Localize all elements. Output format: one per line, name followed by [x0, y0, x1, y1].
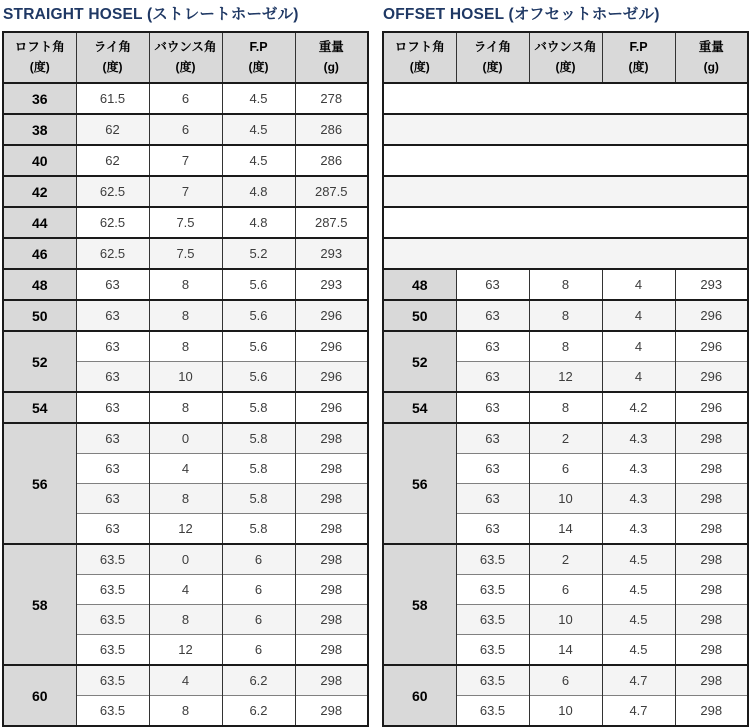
data-cell: 4 — [149, 575, 222, 605]
loft-cell: 42 — [3, 176, 76, 207]
data-cell: 12 — [529, 362, 602, 393]
loft-cell: 58 — [3, 544, 76, 665]
data-cell: 63.5 — [76, 575, 149, 605]
table-row — [3, 176, 368, 207]
straight-hosel-table — [2, 31, 369, 727]
data-cell: 4.3 — [602, 423, 675, 454]
data-cell: 8 — [149, 269, 222, 300]
loft-cell: 48 — [383, 269, 456, 300]
data-cell: 298 — [675, 665, 748, 696]
data-cell: 6 — [222, 635, 295, 666]
column-header: F.P (度) — [602, 32, 675, 83]
data-cell: 14 — [529, 514, 602, 545]
data-cell: 62.5 — [76, 207, 149, 238]
data-cell: 12 — [149, 635, 222, 666]
header-row — [3, 32, 368, 83]
table-row — [383, 544, 748, 575]
data-cell: 298 — [675, 575, 748, 605]
data-cell: 63 — [456, 392, 529, 423]
data-cell: 4 — [602, 362, 675, 393]
empty-cell — [383, 83, 748, 114]
data-cell: 14 — [529, 635, 602, 666]
table-row — [3, 114, 368, 145]
data-cell: 4 — [602, 269, 675, 300]
column-header: F.P (度) — [222, 32, 295, 83]
data-cell: 298 — [295, 696, 368, 727]
data-cell: 5.6 — [222, 300, 295, 331]
empty-row — [383, 114, 748, 145]
loft-cell: 40 — [3, 145, 76, 176]
data-cell: 5.8 — [222, 392, 295, 423]
data-cell: 63 — [456, 331, 529, 362]
data-cell: 8 — [149, 300, 222, 331]
data-cell: 7.5 — [149, 207, 222, 238]
data-cell: 63 — [456, 423, 529, 454]
loft-cell: 50 — [3, 300, 76, 331]
data-cell: 63 — [76, 300, 149, 331]
table-row — [383, 300, 748, 331]
data-cell: 6 — [149, 114, 222, 145]
data-cell: 296 — [675, 331, 748, 362]
data-cell: 6 — [529, 575, 602, 605]
data-cell: 4 — [602, 331, 675, 362]
data-cell: 4.5 — [222, 145, 295, 176]
data-cell: 293 — [675, 269, 748, 300]
data-cell: 298 — [295, 484, 368, 514]
data-cell: 298 — [675, 484, 748, 514]
data-cell: 63.5 — [456, 696, 529, 727]
data-cell: 0 — [149, 423, 222, 454]
data-cell: 63.5 — [456, 605, 529, 635]
data-cell: 8 — [149, 392, 222, 423]
data-cell: 10 — [529, 605, 602, 635]
table-row — [3, 331, 368, 362]
table-row — [383, 269, 748, 300]
data-cell: 298 — [675, 605, 748, 635]
data-cell: 296 — [675, 362, 748, 393]
empty-row — [383, 83, 748, 114]
data-cell: 5.6 — [222, 331, 295, 362]
data-cell: 293 — [295, 269, 368, 300]
data-cell: 4 — [602, 300, 675, 331]
data-cell: 296 — [295, 362, 368, 393]
data-cell: 4.8 — [222, 207, 295, 238]
table-row — [383, 665, 748, 696]
table-row — [3, 83, 368, 114]
data-cell: 62 — [76, 145, 149, 176]
table-row — [3, 665, 368, 696]
empty-cell — [383, 207, 748, 238]
data-cell: 2 — [529, 544, 602, 575]
loft-cell: 56 — [383, 423, 456, 544]
data-cell: 10 — [529, 696, 602, 727]
data-cell: 7 — [149, 145, 222, 176]
data-cell: 63.5 — [456, 544, 529, 575]
data-cell: 2 — [529, 423, 602, 454]
table-row — [3, 423, 368, 454]
data-cell: 63.5 — [456, 665, 529, 696]
data-cell: 5.2 — [222, 238, 295, 269]
data-cell: 6.2 — [222, 696, 295, 727]
empty-row — [383, 176, 748, 207]
data-cell: 8 — [149, 696, 222, 727]
data-cell: 286 — [295, 114, 368, 145]
data-cell: 63 — [456, 454, 529, 484]
data-cell: 298 — [675, 696, 748, 727]
data-cell: 296 — [675, 300, 748, 331]
data-cell: 4.2 — [602, 392, 675, 423]
loft-cell: 60 — [383, 665, 456, 726]
data-cell: 5.8 — [222, 514, 295, 545]
data-cell: 298 — [295, 544, 368, 575]
data-cell: 63.5 — [76, 665, 149, 696]
data-cell: 8 — [529, 300, 602, 331]
data-cell: 4.5 — [602, 575, 675, 605]
data-cell: 63.5 — [76, 605, 149, 635]
data-cell: 4.5 — [602, 605, 675, 635]
data-cell: 4 — [149, 454, 222, 484]
data-cell: 63 — [76, 514, 149, 545]
column-header: バウンス角 (度) — [529, 32, 602, 83]
data-cell: 278 — [295, 83, 368, 114]
data-cell: 63.5 — [76, 544, 149, 575]
loft-cell: 36 — [3, 83, 76, 114]
data-cell: 4.5 — [222, 114, 295, 145]
data-cell: 5.8 — [222, 484, 295, 514]
data-cell: 0 — [149, 544, 222, 575]
data-cell: 61.5 — [76, 83, 149, 114]
data-cell: 63 — [456, 269, 529, 300]
column-header: バウンス角 (度) — [149, 32, 222, 83]
data-cell: 12 — [149, 514, 222, 545]
data-cell: 286 — [295, 145, 368, 176]
column-header: ライ角 (度) — [456, 32, 529, 83]
table-header — [3, 32, 368, 83]
data-cell: 63 — [76, 392, 149, 423]
data-cell: 8 — [149, 331, 222, 362]
table-row — [383, 331, 748, 362]
data-cell: 298 — [675, 514, 748, 545]
column-header: ロフト角 (度) — [3, 32, 76, 83]
data-cell: 7.5 — [149, 238, 222, 269]
data-cell: 287.5 — [295, 176, 368, 207]
offset-hosel-title: OFFSET HOSEL (オフセットホーゼル) — [383, 6, 660, 23]
table-row — [3, 145, 368, 176]
column-header: ライ角 (度) — [76, 32, 149, 83]
data-cell: 62.5 — [76, 176, 149, 207]
data-cell: 298 — [675, 544, 748, 575]
empty-cell — [383, 238, 748, 269]
table-row — [3, 392, 368, 423]
data-cell: 298 — [675, 454, 748, 484]
table-row — [3, 300, 368, 331]
data-cell: 63.5 — [76, 635, 149, 666]
data-cell: 8 — [529, 269, 602, 300]
data-cell: 63 — [76, 269, 149, 300]
data-cell: 4.3 — [602, 514, 675, 545]
data-cell: 298 — [295, 423, 368, 454]
data-cell: 63 — [76, 362, 149, 393]
data-cell: 5.8 — [222, 454, 295, 484]
loft-cell: 50 — [383, 300, 456, 331]
data-cell: 4.3 — [602, 484, 675, 514]
loft-cell: 54 — [383, 392, 456, 423]
data-cell: 298 — [675, 635, 748, 666]
data-cell: 63 — [456, 362, 529, 393]
loft-cell: 52 — [3, 331, 76, 392]
data-cell: 7 — [149, 176, 222, 207]
offset-hosel-panel — [382, 4, 750, 721]
data-cell: 298 — [675, 423, 748, 454]
data-cell: 6 — [222, 544, 295, 575]
data-cell: 63 — [76, 423, 149, 454]
empty-row — [383, 145, 748, 176]
straight-hosel-title: STRAIGHT HOSEL (ストレートホーゼル) — [3, 6, 299, 23]
data-cell: 5.6 — [222, 269, 295, 300]
data-cell: 6 — [222, 605, 295, 635]
data-cell: 4.5 — [602, 635, 675, 666]
data-cell: 287.5 — [295, 207, 368, 238]
data-cell: 298 — [295, 665, 368, 696]
table-row — [3, 269, 368, 300]
empty-cell — [383, 145, 748, 176]
table-row — [383, 423, 748, 454]
data-cell: 4.7 — [602, 665, 675, 696]
loft-cell: 56 — [3, 423, 76, 544]
data-cell: 4.5 — [602, 544, 675, 575]
column-header: 重量 (g) — [295, 32, 368, 83]
loft-cell: 58 — [383, 544, 456, 665]
table-body — [383, 83, 748, 726]
empty-row — [383, 238, 748, 269]
loft-cell: 48 — [3, 269, 76, 300]
table-body — [3, 83, 368, 726]
data-cell: 4.7 — [602, 696, 675, 727]
loft-cell: 60 — [3, 665, 76, 726]
data-cell: 5.8 — [222, 423, 295, 454]
data-cell: 63 — [76, 484, 149, 514]
table-row — [383, 392, 748, 423]
data-cell: 296 — [295, 392, 368, 423]
loft-cell: 44 — [3, 207, 76, 238]
data-cell: 8 — [149, 484, 222, 514]
data-cell: 63.5 — [456, 635, 529, 666]
data-cell: 63 — [76, 454, 149, 484]
data-cell: 298 — [295, 454, 368, 484]
data-cell: 8 — [529, 331, 602, 362]
offset-hosel-table — [382, 31, 749, 727]
data-cell: 4.3 — [602, 454, 675, 484]
data-cell: 4.5 — [222, 83, 295, 114]
data-cell: 6 — [529, 665, 602, 696]
data-cell: 63 — [456, 300, 529, 331]
loft-cell: 38 — [3, 114, 76, 145]
data-cell: 298 — [295, 605, 368, 635]
table-row — [3, 207, 368, 238]
data-cell: 298 — [295, 635, 368, 666]
empty-cell — [383, 176, 748, 207]
data-cell: 63.5 — [76, 696, 149, 727]
empty-cell — [383, 114, 748, 145]
data-cell: 4.8 — [222, 176, 295, 207]
data-cell: 298 — [295, 514, 368, 545]
data-cell: 6 — [222, 575, 295, 605]
data-cell: 6.2 — [222, 665, 295, 696]
data-cell: 63 — [76, 331, 149, 362]
column-header: 重量 (g) — [675, 32, 748, 83]
data-cell: 5.6 — [222, 362, 295, 393]
data-cell: 8 — [149, 605, 222, 635]
data-cell: 6 — [529, 454, 602, 484]
data-cell: 296 — [295, 300, 368, 331]
table-row — [3, 544, 368, 575]
data-cell: 62.5 — [76, 238, 149, 269]
data-cell: 8 — [529, 392, 602, 423]
data-cell: 63.5 — [456, 575, 529, 605]
data-cell: 4 — [149, 665, 222, 696]
straight-hosel-panel — [2, 4, 370, 721]
data-cell: 298 — [295, 575, 368, 605]
data-cell: 296 — [675, 392, 748, 423]
data-cell: 63 — [456, 514, 529, 545]
loft-cell: 52 — [383, 331, 456, 392]
data-cell: 10 — [529, 484, 602, 514]
loft-cell: 54 — [3, 392, 76, 423]
data-cell: 296 — [295, 331, 368, 362]
empty-row — [383, 207, 748, 238]
data-cell: 6 — [149, 83, 222, 114]
table-row — [3, 238, 368, 269]
column-header: ロフト角 (度) — [383, 32, 456, 83]
data-cell: 293 — [295, 238, 368, 269]
data-cell: 63 — [456, 484, 529, 514]
loft-cell: 46 — [3, 238, 76, 269]
data-cell: 62 — [76, 114, 149, 145]
table-header — [383, 32, 748, 83]
header-row — [383, 32, 748, 83]
data-cell: 10 — [149, 362, 222, 393]
